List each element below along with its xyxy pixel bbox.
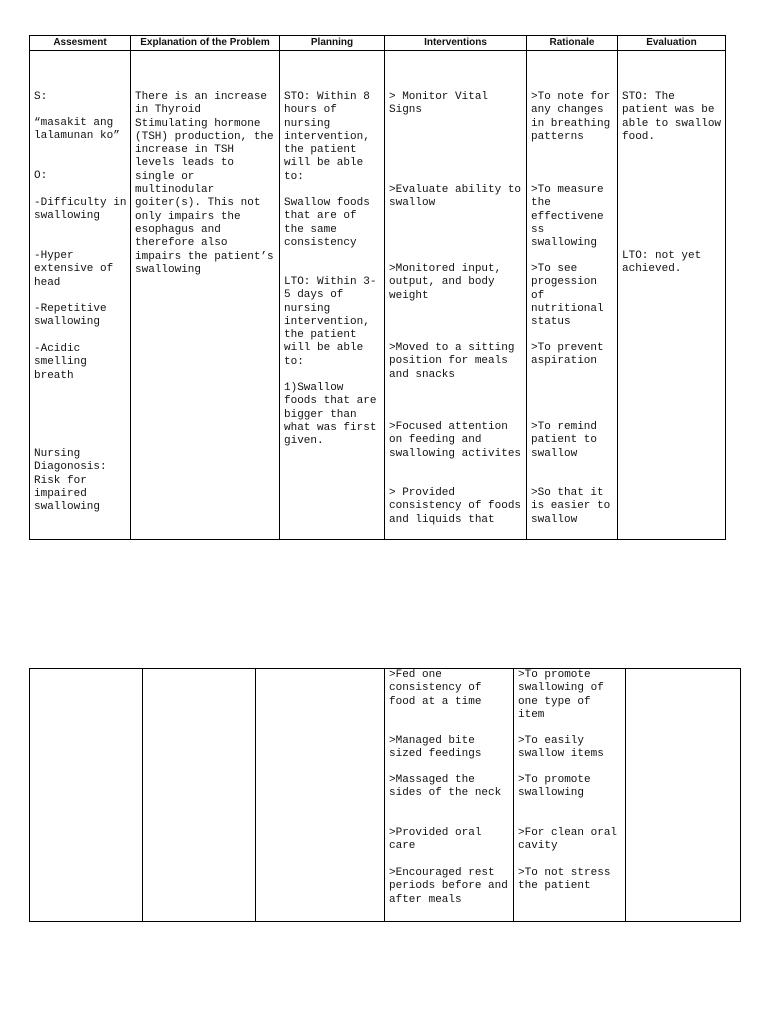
- lto-goal: 1)Swallow foods that are bigger than what was first given.: [284, 382, 384, 448]
- intervention-item: >Moved to a sitting position for meals and snacks: [389, 342, 522, 381]
- objective-item: -Difficulty in swallowing: [34, 197, 134, 223]
- rationale-item: >To prevent aspiration: [531, 342, 611, 368]
- nursing-diagnosis: Nursing Diagonosis: Risk for impaired swallowing: [34, 448, 114, 514]
- table-row: [30, 51, 726, 540]
- planning-cell: [256, 669, 385, 922]
- objective-label: O:: [34, 170, 48, 182]
- rationale-item: >To note for any changes in breathing patterns: [531, 91, 617, 143]
- objective-item: -Hyper extensive of head: [34, 250, 120, 289]
- rationale-item: >To measure the effectivene ss swallowing: [531, 184, 611, 250]
- rationale-item: >To remind patient to swallow: [531, 421, 604, 460]
- intervention-item: >Encouraged rest periods before and after meals: [389, 867, 515, 906]
- rationale-cell: [514, 669, 626, 922]
- lto-plan: LTO: Within 3-5 days of nursing intervention, the patient will be able to:: [284, 276, 377, 368]
- lto-evaluation: LTO: not yet achieved.: [622, 250, 708, 276]
- intervention-item: >Massaged the sides of the neck: [389, 774, 502, 800]
- subjective-quote: “masakit ang lalamunan ko”: [34, 117, 120, 143]
- rationale-item: >For clean oral cavity: [518, 827, 624, 853]
- intervention-item: >Managed bite sized feedings: [389, 735, 482, 761]
- intervention-item: >Provided oral care: [389, 827, 489, 853]
- objective-item: -Acidic smelling breath: [34, 343, 94, 382]
- header-assessment: Assesment: [30, 36, 131, 51]
- intervention-item: >Monitored input, output, and body weight: [389, 263, 508, 302]
- header-rationale: Rationale: [527, 36, 618, 51]
- sto-goal: Swallow foods that are of the same consistency: [284, 197, 377, 249]
- rationale-item: >So that it is easier to swallow: [531, 487, 617, 526]
- rationale-item: >To not stress the patient: [518, 867, 618, 893]
- header-row: [30, 36, 726, 51]
- assessment-cell: [30, 669, 143, 922]
- table-row: [30, 669, 741, 922]
- intervention-item: >Focused attention on feeding and swallowing activites: [389, 421, 522, 460]
- header-interventions: Interventions: [385, 36, 527, 51]
- subjective-label: S:: [34, 91, 48, 103]
- care-plan-table-page1: [29, 35, 726, 540]
- objective-item: -Repetitive swallowing: [34, 303, 114, 329]
- evaluation-cell: [626, 669, 741, 922]
- explanation-text: There is an increase in Thyroid Stimulating hormone (TSH) production, the increase in TSH levels leads to single or multinodular goiter(s). This not only impairs the esophagus and therefore also impairs the patient’s swallowing: [135, 91, 281, 276]
- header-explanation: Explanation of the Problem: [131, 36, 280, 51]
- header-planning: Planning: [280, 36, 385, 51]
- care-plan-table-page2: [29, 668, 741, 922]
- intervention-item: >Fed one consistency of food at a time: [389, 669, 489, 708]
- explanation-cell: [143, 669, 256, 922]
- sto-evaluation: STO: The patient was be able to swallow food.: [622, 91, 728, 143]
- planning-cell: [280, 51, 385, 540]
- rationale-item: >To easily swallow items: [518, 735, 604, 761]
- assessment-cell: [30, 51, 134, 540]
- header-evaluation: Evaluation: [618, 36, 726, 51]
- rationale-item: >To see progession of nutritional status: [531, 263, 611, 329]
- sto-plan: STO: Within 8 hours of nursing intervention, the patient will be able to:: [284, 91, 377, 183]
- rationale-item: >To promote swallowing of one type of item: [518, 669, 611, 721]
- evaluation-cell: [618, 51, 726, 540]
- intervention-item: > Monitor Vital Signs: [389, 91, 495, 117]
- interventions-cell: [385, 51, 527, 540]
- rationale-cell: [527, 51, 618, 540]
- intervention-item: >Evaluate ability to swallow: [389, 184, 528, 210]
- explanation-cell: [131, 51, 280, 540]
- intervention-item: > Provided consistency of foods and liquids that: [389, 487, 528, 526]
- interventions-cell: [385, 669, 514, 922]
- rationale-item: >To promote swallowing: [518, 774, 598, 800]
